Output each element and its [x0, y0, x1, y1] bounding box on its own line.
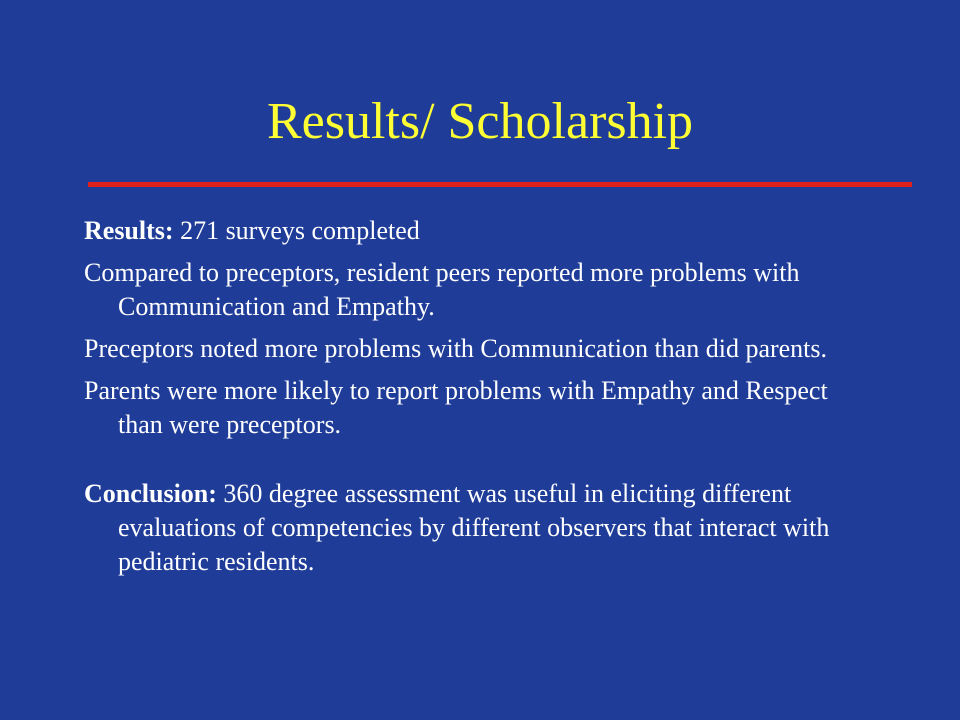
title-divider: [88, 182, 912, 187]
parents-paragraph: Parents were more likely to report problems with Empathy and Respect than were preceptors.: [84, 376, 828, 439]
conclusion-text: 360 degree assessment was useful in eliciting different evaluations of competencies by different observers that interact with pediatric residents.: [118, 479, 830, 576]
conclusion-paragraph: [84, 477, 874, 579]
slide-body: [84, 214, 874, 587]
conclusion-label: Conclusion:: [84, 479, 217, 508]
preceptors-paragraph: Preceptors noted more problems with Communication than did parents.: [84, 334, 828, 363]
results-paragraph: [84, 214, 874, 248]
results-text: 271 surveys completed: [173, 216, 420, 245]
results-label: Results:: [84, 216, 174, 245]
slide-title: Results/ Scholarship: [266, 93, 694, 150]
peers-paragraph: Compared to preceptors, resident peers reported more problems with Communication and Empathy.: [84, 258, 800, 321]
